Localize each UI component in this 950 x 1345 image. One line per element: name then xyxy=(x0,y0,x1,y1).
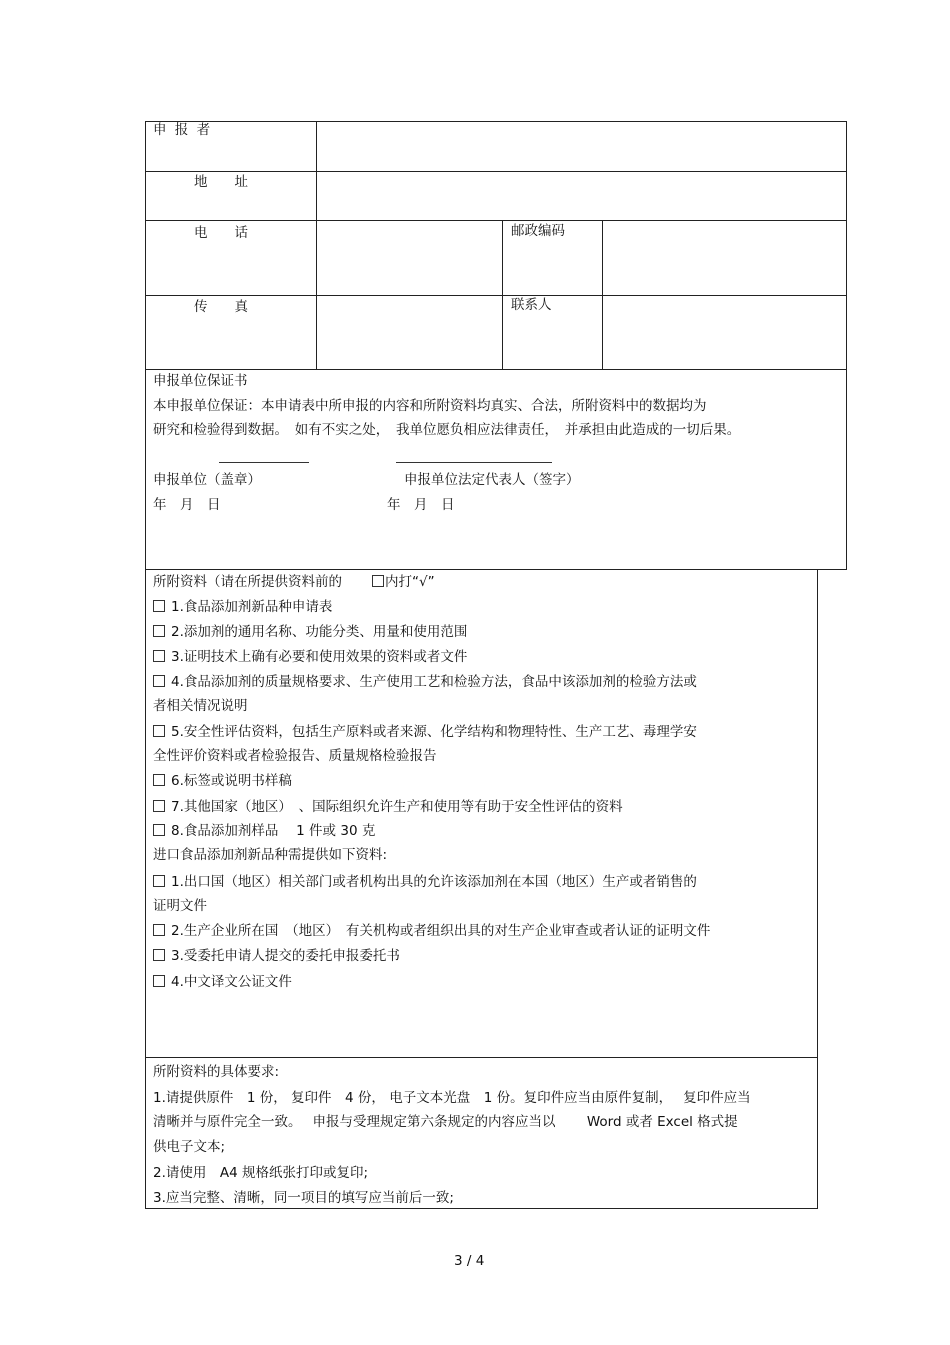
item-number: 1. xyxy=(171,874,184,890)
checkbox-icon[interactable] xyxy=(153,774,165,786)
item-continuation: 全性评价资料或者检验报告、质量规格检验报告 xyxy=(153,748,437,764)
row-divider xyxy=(145,220,847,221)
item-number: 3. xyxy=(171,948,184,964)
item-number: 2. xyxy=(171,923,184,939)
item-number: 7. xyxy=(171,799,184,815)
item-continuation: 者相关情况说明 xyxy=(153,698,248,714)
item-text: 中文译文公证文件 xyxy=(183,974,292,990)
checkbox-icon[interactable] xyxy=(153,625,165,637)
attachment-item[interactable] xyxy=(153,623,467,641)
date-left: 年 月 日 xyxy=(153,497,221,513)
col-divider xyxy=(316,121,317,369)
date-right: 年 月 日 xyxy=(387,497,455,513)
item-text: 出口国（地区）相关部门或者机构出具的允许该添加剂在本国（地区）生产或者销售的 xyxy=(183,874,697,890)
attachment-item[interactable] xyxy=(153,947,400,965)
item-number: 4. xyxy=(171,974,184,990)
fax-label: 传 真 xyxy=(194,299,248,315)
attachments-title-prefix: 所附资料（请在所提供资料前的 xyxy=(153,574,342,590)
attachment-item[interactable] xyxy=(153,798,623,816)
postcode-label: 邮政编码 xyxy=(511,223,565,239)
item-continuation: 证明文件 xyxy=(153,898,207,914)
item-text: 生产企业所在国 （地区） 有关机构或者组织出具的对生产企业审查或者认证的证明文件 xyxy=(183,923,711,939)
table-border-left xyxy=(145,121,146,1208)
checkbox-icon[interactable] xyxy=(153,975,165,987)
attachments-title xyxy=(153,573,435,591)
requirements-title: 所附资料的具体要求: xyxy=(153,1064,280,1080)
item-number: 3. xyxy=(171,649,184,665)
table-border-right-lower xyxy=(817,569,818,1208)
item-text: 受委托申请人提交的委托申报委托书 xyxy=(183,948,400,964)
checkbox-icon[interactable] xyxy=(153,949,165,961)
requirement-3: 3.应当完整、清晰，同一项目的填写应当前后一致; xyxy=(153,1190,454,1206)
checkbox-icon[interactable] xyxy=(153,824,165,836)
requirement-1-line2: 清晰并与原件完全一致。 申报与受理规定第六条规定的内容应当以 Word 或者 Excel 格式提 xyxy=(153,1114,738,1130)
checkbox-sample-icon xyxy=(372,575,384,587)
item-text: 标签或说明书样稿 xyxy=(183,773,292,789)
attachment-item[interactable] xyxy=(153,772,292,790)
item-text: 安全性评估资料，包括生产原料或者来源、化学结构和物理特性、生产工艺、毒理学安 xyxy=(183,724,697,740)
guarantee-text-line1: 本申报单位保证：本申请表中所申报的内容和所附资料均真实、合法，所附资料中的数据均为 xyxy=(153,398,707,414)
item-number: 8. xyxy=(171,823,184,839)
checkbox-icon[interactable] xyxy=(153,875,165,887)
item-text: 其他国家（地区） 、国际组织允许生产和使用等有助于安全性评估的资料 xyxy=(183,799,623,815)
checkbox-icon[interactable] xyxy=(153,650,165,662)
attachment-item[interactable] xyxy=(153,723,697,741)
requirement-2: 2.请使用 A4 规格纸张打印或复印; xyxy=(153,1165,369,1181)
item-text: 食品添加剂新品种申请表 xyxy=(183,599,333,615)
rep-sign-label: 申报单位法定代表人（签字） xyxy=(404,472,580,488)
phone-label: 电 话 xyxy=(194,225,248,241)
checkbox-icon[interactable] xyxy=(153,600,165,612)
row-divider xyxy=(145,295,847,296)
attachment-item[interactable] xyxy=(153,973,292,991)
item-text: 证明技术上确有必要和使用效果的资料或者文件 xyxy=(183,649,468,665)
checkbox-icon[interactable] xyxy=(153,725,165,737)
attachment-item[interactable] xyxy=(153,673,697,691)
requirement-1-line3: 供电子文本; xyxy=(153,1139,226,1155)
attachment-item[interactable] xyxy=(153,873,697,891)
col-divider xyxy=(602,220,603,369)
table-border-right xyxy=(846,121,847,569)
applicant-label: 申 报 者 xyxy=(153,122,213,138)
attachment-item[interactable] xyxy=(153,648,467,666)
item-text: 食品添加剂的质量规格要求、生产使用工艺和检验方法，食品中该添加剂的检验方法或 xyxy=(183,674,697,690)
col-divider xyxy=(502,220,503,369)
item-number: 1. xyxy=(171,599,184,615)
table-border-top xyxy=(145,121,847,122)
item-text: 添加剂的通用名称、功能分类、用量和使用范围 xyxy=(183,624,468,640)
guarantee-text-line2: 研究和检验得到数据。 如有不实之处， 我单位愿负相应法律责任， 并承担由此造成的一切后果。 xyxy=(153,422,741,438)
attachments-title-suffix: 内打“√” xyxy=(385,574,435,590)
page-number: 3 / 4 xyxy=(454,1253,485,1269)
attachment-item[interactable] xyxy=(153,822,375,840)
row-divider xyxy=(145,569,847,570)
attachment-item[interactable] xyxy=(153,598,332,616)
row-divider xyxy=(145,369,847,370)
import-title: 进口食品添加剂新品种需提供如下资料: xyxy=(153,847,388,863)
guarantee-title: 申报单位保证书 xyxy=(153,373,248,389)
contact-label: 联系人 xyxy=(511,297,552,313)
item-text: 食品添加剂样品 1 件或 30 克 xyxy=(183,823,376,839)
item-number: 5. xyxy=(171,724,184,740)
requirement-1-line1: 1.请提供原件 1 份， 复印件 4 份， 电子文本光盘 1 份。复印件应当由原件复制， 复印件应当 xyxy=(153,1090,751,1106)
row-divider xyxy=(145,1057,818,1058)
row-divider xyxy=(145,171,847,172)
address-label: 地 址 xyxy=(194,174,248,190)
checkbox-icon[interactable] xyxy=(153,675,165,687)
checkbox-icon[interactable] xyxy=(153,800,165,812)
table-border-bottom xyxy=(145,1208,818,1209)
seal-underline xyxy=(219,462,309,463)
item-number: 6. xyxy=(171,773,184,789)
item-number: 4. xyxy=(171,674,184,690)
item-number: 2. xyxy=(171,624,184,640)
attachment-item[interactable] xyxy=(153,922,710,940)
checkbox-icon[interactable] xyxy=(153,924,165,936)
signature-underline xyxy=(396,462,552,463)
unit-seal-label: 申报单位（盖章） xyxy=(153,472,261,488)
